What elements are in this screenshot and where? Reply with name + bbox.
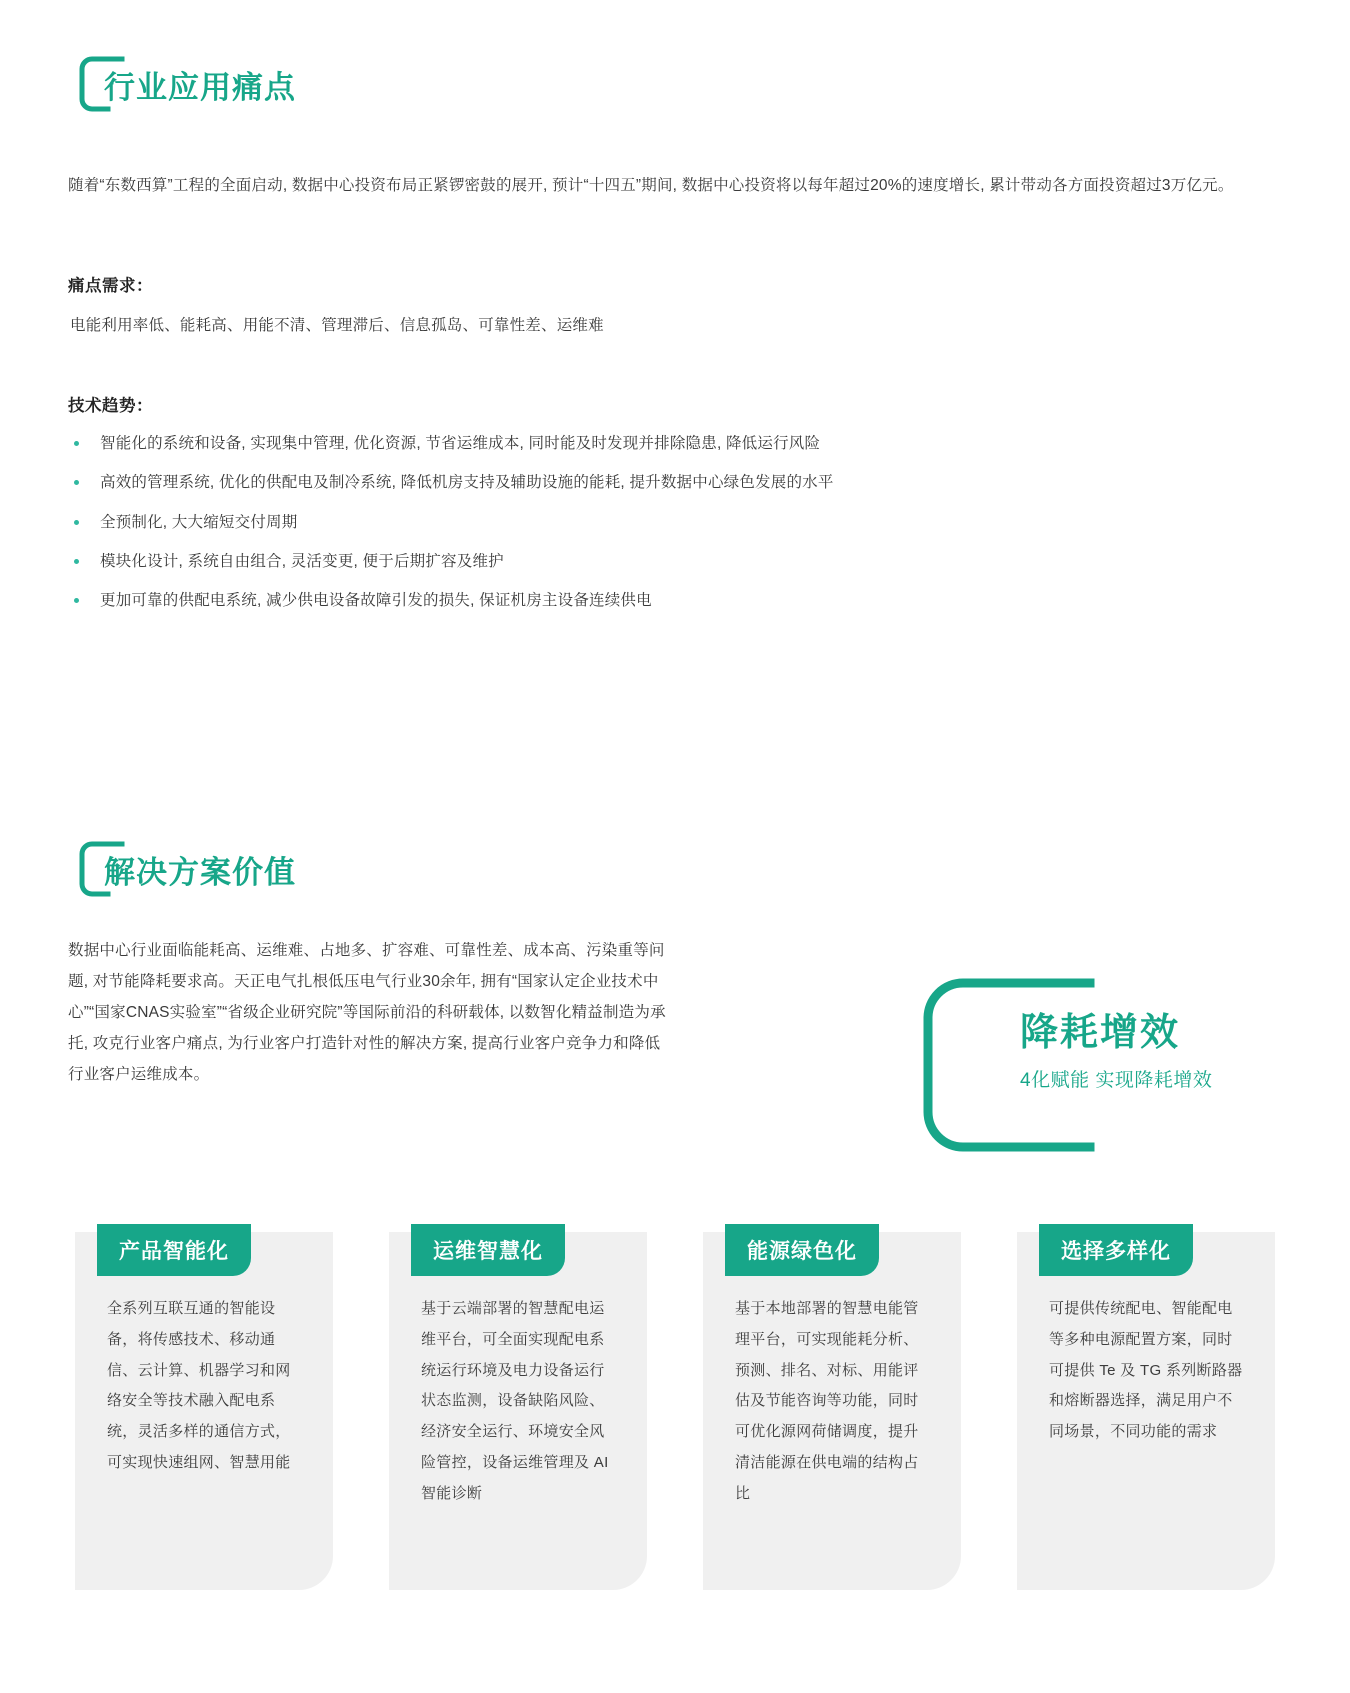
pain-demand-text: 电能利用率低、能耗高、用能不清、管理滞后、信息孤岛、可靠性差、运维难 xyxy=(70,317,604,334)
page-title: 行业应用痛点 xyxy=(104,69,296,105)
value-section-header xyxy=(78,840,296,898)
badge-title: 降耗增效 xyxy=(1020,1012,1181,1054)
card-choice-diverse[interactable] xyxy=(1017,1232,1275,1590)
card-body: 基于云端部署的智慧配电运维平台，可全面实现配电系统运行环境及电力设备运行状态监测，设备缺陷风险、经济安全运行、环境安全风险管控，设备运维管理及 AI 智能诊断 xyxy=(421,1300,609,1502)
card-tag: 选择多样化 xyxy=(1039,1224,1193,1276)
card-product-intelligent[interactable] xyxy=(75,1232,333,1590)
card-tag: 能源绿色化 xyxy=(725,1224,879,1276)
pain-demand-heading: 痛点需求： xyxy=(68,277,153,295)
efficiency-badge xyxy=(920,975,1320,1155)
value-cards xyxy=(75,1232,1275,1590)
card-energy-green[interactable] xyxy=(703,1232,961,1590)
badge-subtitle: 4化赋能 实现降耗增效 xyxy=(1020,1069,1213,1091)
list-item: 高效的管理系统, 优化的供配电及制冷系统, 降低机房支持及辅助设施的能耗, 提升数据中心绿色发展的水平 xyxy=(68,471,1248,494)
card-body: 可提供传统配电、智能配电等多种电源配置方案，同时可提供 Te 及 TG 系列断路器和熔断器选择，满足用户不同场景，不同功能的需求 xyxy=(1049,1300,1243,1440)
tech-trend-heading: 技术趋势： xyxy=(68,397,153,415)
value-title: 解决方案价值 xyxy=(104,854,296,890)
list-item: 智能化的系统和设备, 实现集中管理, 优化资源, 节省运维成本, 同时能及时发现并排除隐患, 降低运行风险 xyxy=(68,432,1248,455)
value-paragraph: 数据中心行业面临能耗高、运维难、占地多、扩容难、可靠性差、成本高、污染重等问题, 对节能降耗要求高。天正电气扎根低压电气行业30余年, 拥有“国家认定企业技术中心”“国家CNAS实验室”“省级企业研究院”等国际前沿的科研载体, 以数智化精益制造为承托, 攻克行业客户痛点, 为行业客户打造针对性的解决方案, 提高行业客户竞争力和降低行业客户运维成本。 xyxy=(68,942,666,1083)
card-ops-smart[interactable] xyxy=(389,1232,647,1590)
list-item: 模块化设计, 系统自由组合, 灵活变更, 便于后期扩容及维护 xyxy=(68,550,1248,573)
pain-section-header xyxy=(78,55,296,113)
card-tag: 运维智慧化 xyxy=(411,1224,565,1276)
card-body: 全系列互联互通的智能设备，将传感技术、移动通信、云计算、机器学习和网络安全等技术融入配电系统，灵活多样的通信方式，可实现快速组网、智慧用能 xyxy=(107,1300,291,1471)
pain-intro-paragraph: 随着“东数西算”工程的全面启动, 数据中心投资布局正紧锣密鼓的展开, 预计“十四五”期间, 数据中心投资将以每年超过20%的速度增长, 累计带动各方面投资超过3万亿元。 xyxy=(68,177,1234,194)
list-item: 全预制化, 大大缩短交付周期 xyxy=(68,511,1248,534)
list-item: 更加可靠的供配电系统, 减少供电设备故障引发的损失, 保证机房主设备连续供电 xyxy=(68,589,1248,612)
tech-trend-list xyxy=(68,432,1248,628)
card-tag: 产品智能化 xyxy=(97,1224,251,1276)
card-body: 基于本地部署的智慧电能管理平台，可实现能耗分析、预测、排名、对标、用能评估及节能咨询等功能，同时可优化源网荷储调度，提升清洁能源在供电端的结构占比 xyxy=(735,1300,919,1502)
